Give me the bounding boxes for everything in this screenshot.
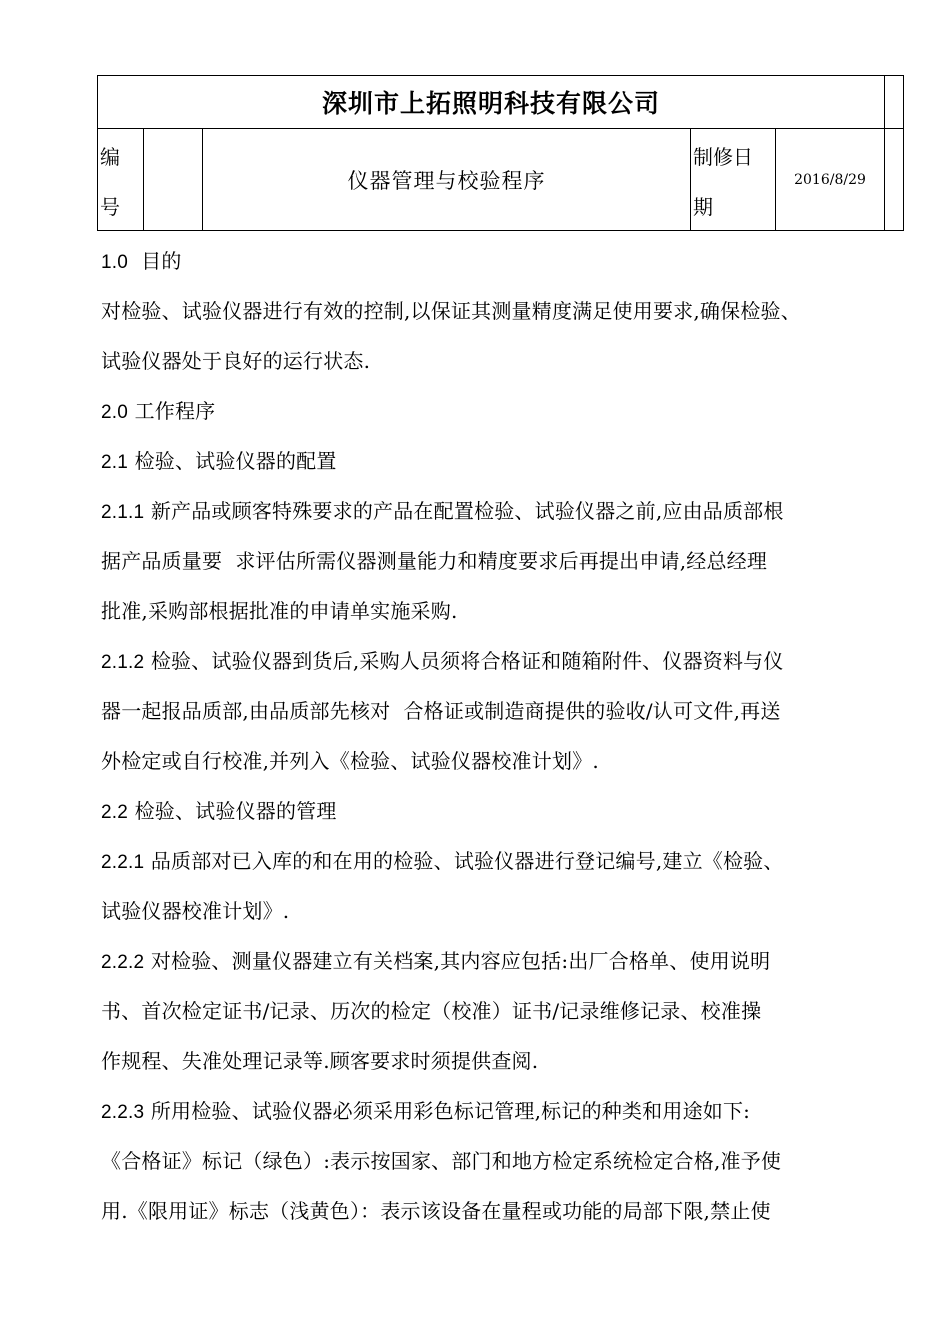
line-text: 用.《限用证》标志（浅黄色）：表示该设备在量程或功能的局部下限,禁止使 [101, 1199, 771, 1223]
line-text: 目的 [128, 249, 182, 273]
line-text: 检验、试验仪器的管理 [128, 799, 337, 823]
line-text: 检验、试验仪器到货后,采购人员须将合格证和随箱附件、仪器资料与仪 [144, 649, 784, 673]
body-line [101, 986, 876, 1036]
date-value: 2016/8/29 [775, 128, 885, 231]
line-text: 书、首次检定证书/记录、历次的检定（校准）证书/记录维修记录、校准操 [101, 999, 762, 1023]
body-line [101, 1186, 876, 1236]
body-line [101, 936, 876, 986]
line-text: 作规程、失准处理记录等.顾客要求时须提供查阅. [101, 1049, 539, 1073]
company-name: 深圳市上拓照明科技有限公司 [97, 75, 885, 129]
body-line [101, 286, 876, 336]
line-text: 品质部对已入库的和在用的检验、试验仪器进行登记编号,建立《检验、 [144, 849, 784, 873]
section-number: 2.1.1 [101, 502, 145, 523]
body-line [101, 886, 876, 936]
document-body [101, 236, 876, 1236]
line-text: 试验仪器处于良好的运行状态. [101, 349, 371, 373]
number-value-cell [143, 128, 203, 231]
line-text: 所用检验、试验仪器必须采用彩色标记管理,标记的种类和用途如下: [144, 1099, 751, 1123]
section-number: 2.2.1 [101, 852, 145, 873]
body-line [101, 236, 876, 286]
line-text: 新产品或顾客特殊要求的产品在配置检验、试验仪器之前,应由品质部根 [144, 499, 784, 523]
date-label-cell [690, 128, 776, 231]
body-line [101, 486, 876, 536]
body-line [101, 736, 876, 786]
body-line [101, 436, 876, 486]
line-text: 试验仪器校准计划》. [101, 899, 290, 923]
body-line [101, 636, 876, 686]
section-number: 2.2 [101, 802, 129, 823]
body-line [101, 386, 876, 436]
header-table [97, 75, 904, 231]
body-line [101, 1036, 876, 1086]
section-number: 2.2.2 [101, 952, 145, 973]
line-text: 外检定或自行校准,并列入《检验、试验仪器校准计划》. [101, 749, 599, 773]
body-line [101, 686, 876, 736]
date-label-1: 制修日 [693, 145, 753, 169]
section-number: 1.0 [101, 252, 129, 273]
number-label-2: 号 [100, 195, 120, 219]
header-side-cell-2 [884, 128, 904, 231]
document-title: 仪器管理与校验程序 [202, 128, 691, 231]
line-text: 器一起报品质部,由品质部先核对 合格证或制造商提供的验收/认可文件,再送 [101, 699, 781, 723]
body-line [101, 1136, 876, 1186]
line-text: 对检验、试验仪器进行有效的控制,以保证其测量精度满足使用要求,确保检验、 [101, 299, 801, 323]
body-line [101, 786, 876, 836]
body-line [101, 836, 876, 886]
line-text: 《合格证》标记（绿色）:表示按国家、部门和地方检定系统检定合格,准予使 [101, 1149, 782, 1173]
section-number: 2.2.3 [101, 1102, 145, 1123]
section-number: 2.1 [101, 452, 129, 473]
body-line [101, 536, 876, 586]
line-text: 对检验、测量仪器建立有关档案,其内容应包括:出厂合格单、使用说明 [144, 949, 771, 973]
header-side-cell [884, 75, 904, 129]
line-text: 批准,采购部根据批准的申请单实施采购. [101, 599, 458, 623]
section-number: 2.0 [101, 402, 129, 423]
line-text: 检验、试验仪器的配置 [128, 449, 337, 473]
body-line [101, 586, 876, 636]
section-number: 2.1.2 [101, 652, 145, 673]
body-line [101, 336, 876, 386]
line-text: 工作程序 [128, 399, 216, 423]
number-label-1: 编 [100, 145, 120, 169]
date-label-2: 期 [693, 195, 713, 219]
number-label-cell [97, 128, 144, 231]
line-text: 据产品质量要 求评估所需仪器测量能力和精度要求后再提出申请,经总经理 [101, 549, 768, 573]
body-line [101, 1086, 876, 1136]
